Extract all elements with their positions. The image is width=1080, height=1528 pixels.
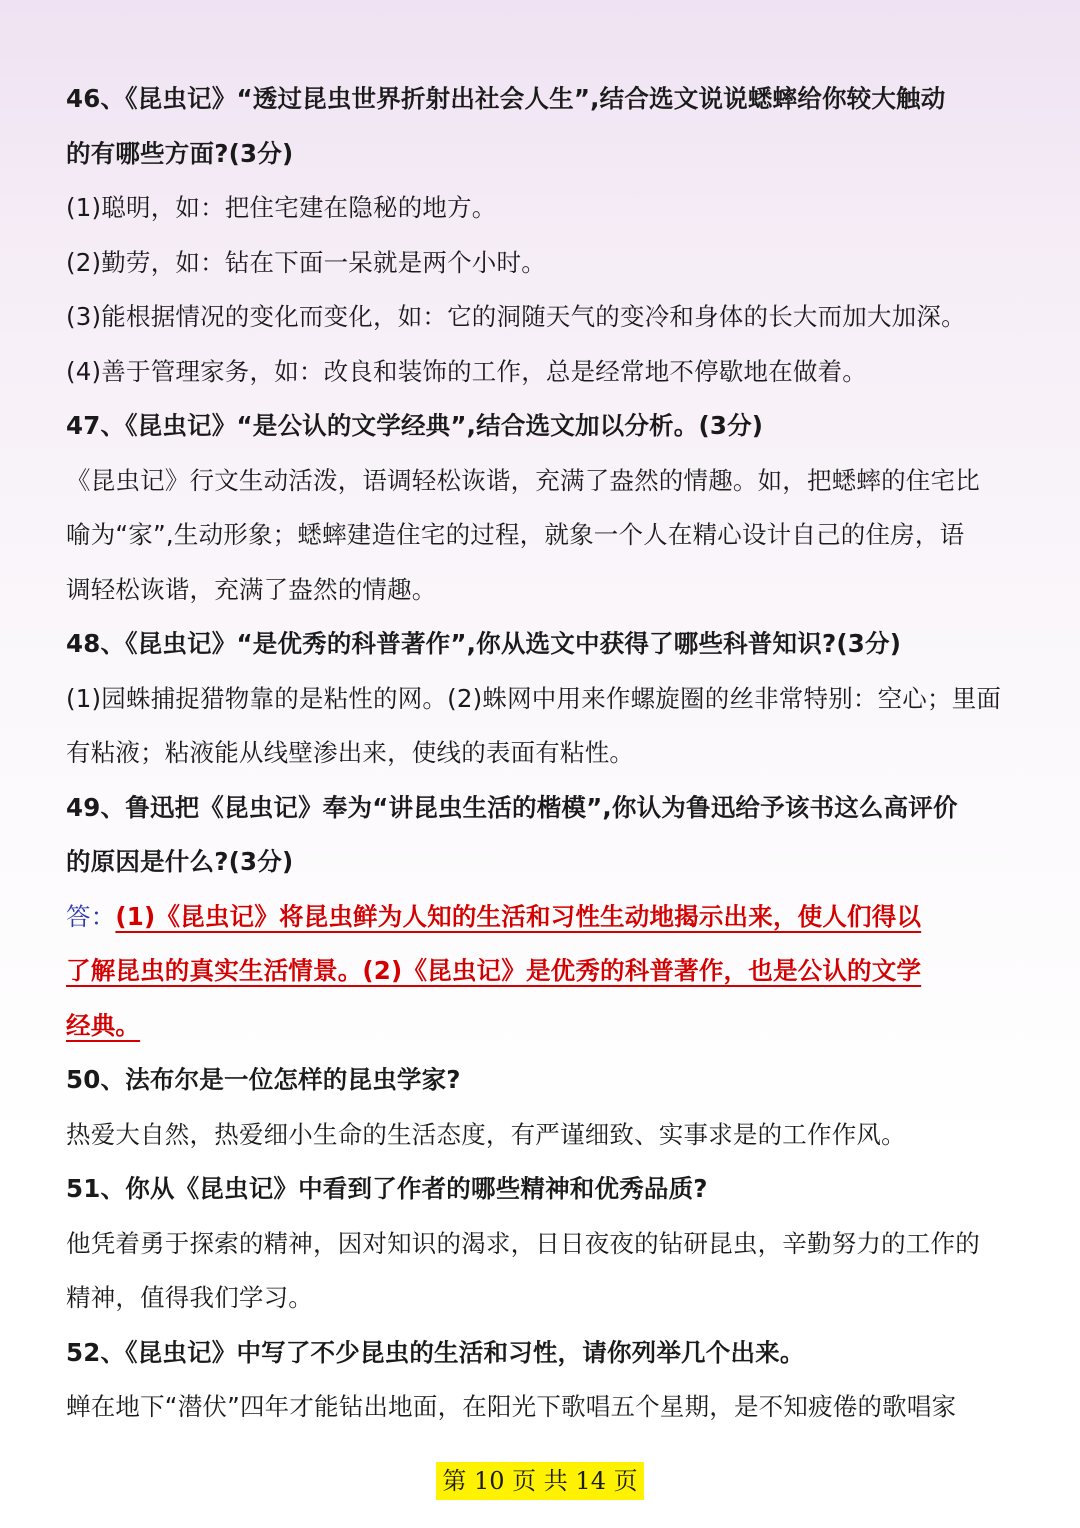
answer-line-highlighted (66, 890, 1026, 945)
highlighted-answer-text: 了解昆虫的真实生活情景。(2)《昆虫记》是优秀的科普著作，也是公认的文学 (66, 956, 922, 985)
answer-line: 他凭着勇于探索的精神，因对知识的渴求，日日夜夜的钻研昆虫，辛勤努力的工作的 (66, 1228, 980, 1258)
answer-line: 有粘液；粘液能从线壁渗出来，使线的表面有粘性。 (66, 738, 635, 767)
answer-line: (1)聪明，如：把住宅建在隐秘的地方。 (66, 193, 497, 222)
question-line: 47、《昆虫记》“是公认的文学经典”,结合选文加以分析。(3分) (66, 411, 764, 440)
question-line: 49、鲁迅把《昆虫记》奉为“讲昆虫生活的楷模”,你认为鲁迅给予该书这么高评价 (66, 792, 958, 822)
answer-line: (4)善于管理家务，如：改良和装饰的工作，总是经常地不停歇地在做着。 (66, 356, 868, 386)
question-line: 46、《昆虫记》“透过昆虫世界折射出社会人生”,结合选文说说蟋蟀给你较大触动 (66, 84, 946, 113)
answer-line: 调轻松诙谐，充满了盎然的情趣。 (66, 574, 437, 604)
question-line: 的有哪些方面?(3分) (66, 138, 294, 168)
question-line: 51、你从《昆虫记》中看到了作者的哪些精神和优秀品质? (66, 1174, 708, 1203)
answer-line: (2)勤劳，如：钻在下面一呆就是两个小时。 (66, 247, 546, 277)
question-line: 52、《昆虫记》中写了不少昆虫的生活和习性，请你列举几个出来。 (66, 1337, 805, 1367)
question-line: 48、《昆虫记》“是优秀的科普著作”,你从选文中获得了哪些科普知识?(3分) (66, 629, 902, 658)
question-line: 的原因是什么?(3分) (66, 847, 294, 876)
page-number: 第 10 页 共 14 页 (436, 1462, 643, 1500)
answer-label: 答： (66, 901, 116, 931)
answer-line: (1)园蛛捕捉猎物靠的是粘性的网。(2)蛛网中用来作螺旋圈的丝非常特别：空心；里面 (66, 683, 1002, 713)
highlighted-answer-text: (1)《昆虫记》将昆虫鲜为人知的生活和习性生动地揭示出来，使人们得以 (115, 901, 922, 931)
answer-line: 《昆虫记》行文生动活泼，语调轻松诙谐，充满了盎然的情趣。如，把蟋蟀的住宅比 (66, 465, 980, 495)
highlighted-answer-text: 经典。 (66, 1010, 141, 1040)
answer-line: 热爱大自然，热爱细小生命的生活态度，有严谨细致、实事求是的工作作风。 (66, 1119, 906, 1149)
answer-line: 蝉在地下“潜伏”四年才能钻出地面，在阳光下歌唱五个星期，是不知疲倦的歌唱家 (66, 1392, 957, 1421)
document-body (66, 72, 1026, 1435)
page-footer (0, 1462, 1080, 1500)
question-line: 50、法布尔是一位怎样的昆虫学家? (66, 1065, 461, 1094)
answer-line: 喻为“家”,生动形象；蟋蟀建造住宅的过程，就象一个人在精心设计自己的住房，语 (66, 520, 965, 549)
answer-line-highlighted (66, 999, 1026, 1054)
answer-line: 精神，值得我们学习。 (66, 1283, 313, 1312)
answer-line-highlighted (66, 944, 1026, 999)
answer-line: (3)能根据情况的变化而变化，如：它的洞随天气的变冷和身体的长大而加大加深。 (66, 302, 966, 331)
